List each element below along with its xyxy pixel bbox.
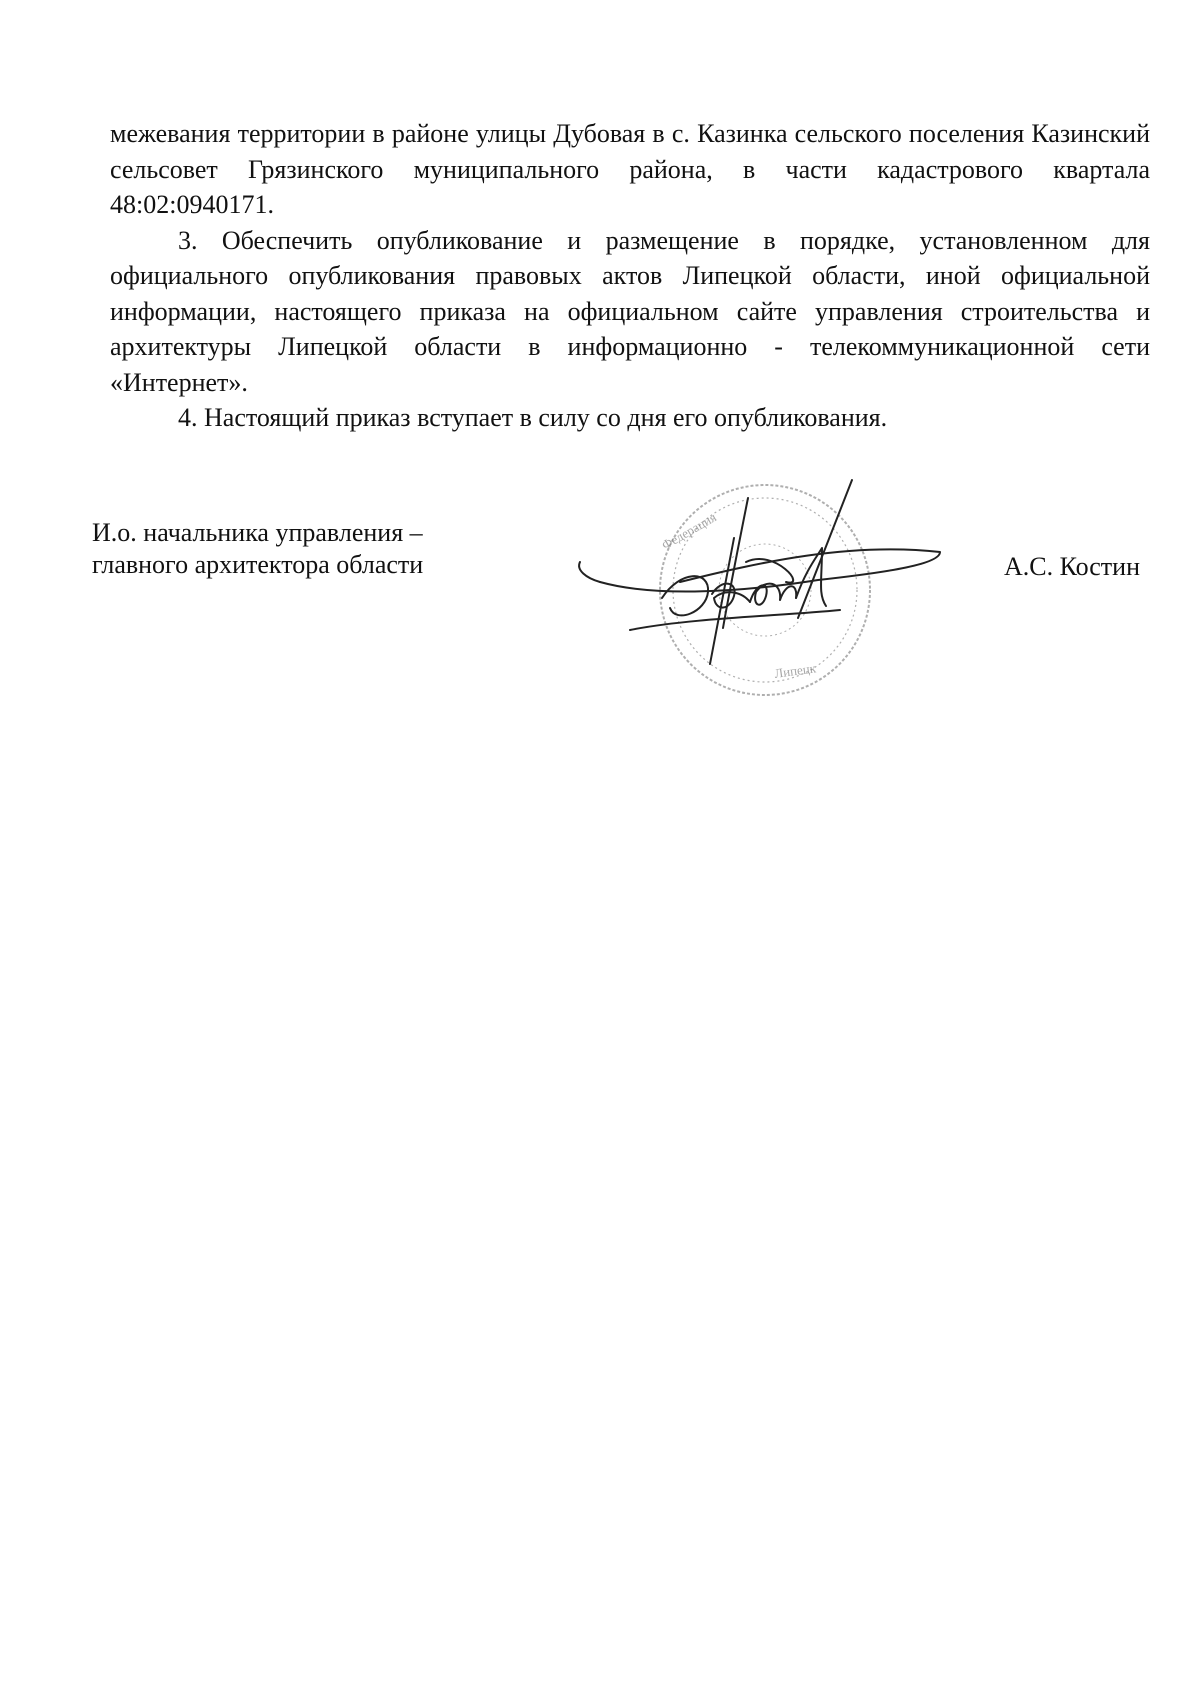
signatory-title-line-2: главного архитектора области <box>92 550 424 579</box>
paragraph-item-3: 3. Обеспечить опубликование и размещение в порядке, установленном для официального опубликования правовых актов Липецкой области, иной официальной информации, настоящего приказа на официальном сайте управления строительства и архитектуры Липецкой области в информационно - телекоммуникационной сети «Интернет». <box>110 225 1150 397</box>
signatory-title-line-1: И.о. начальника управления – <box>92 518 423 547</box>
document-body <box>110 116 1150 436</box>
stamp-text-top: Федерация <box>659 509 719 553</box>
stamp-seal-image <box>560 478 980 738</box>
signature-strokes <box>579 480 940 664</box>
paragraph-continuation: межевания территории в районе улицы Дубовая в с. Казинка сельского поселения Казинский сельсовет Грязинского муниципального района, в части кадастрового квартала 48:02:0940171. <box>110 119 1150 219</box>
stamp-and-signature <box>560 478 980 738</box>
paragraph-item-4: 4. Настоящий приказ вступает в силу со дня его опубликования. <box>178 403 888 432</box>
signatory-title <box>92 517 423 581</box>
stamp-text-bottom: Липецк <box>773 660 817 681</box>
signatory-name: А.С. Костин <box>1003 552 1140 581</box>
